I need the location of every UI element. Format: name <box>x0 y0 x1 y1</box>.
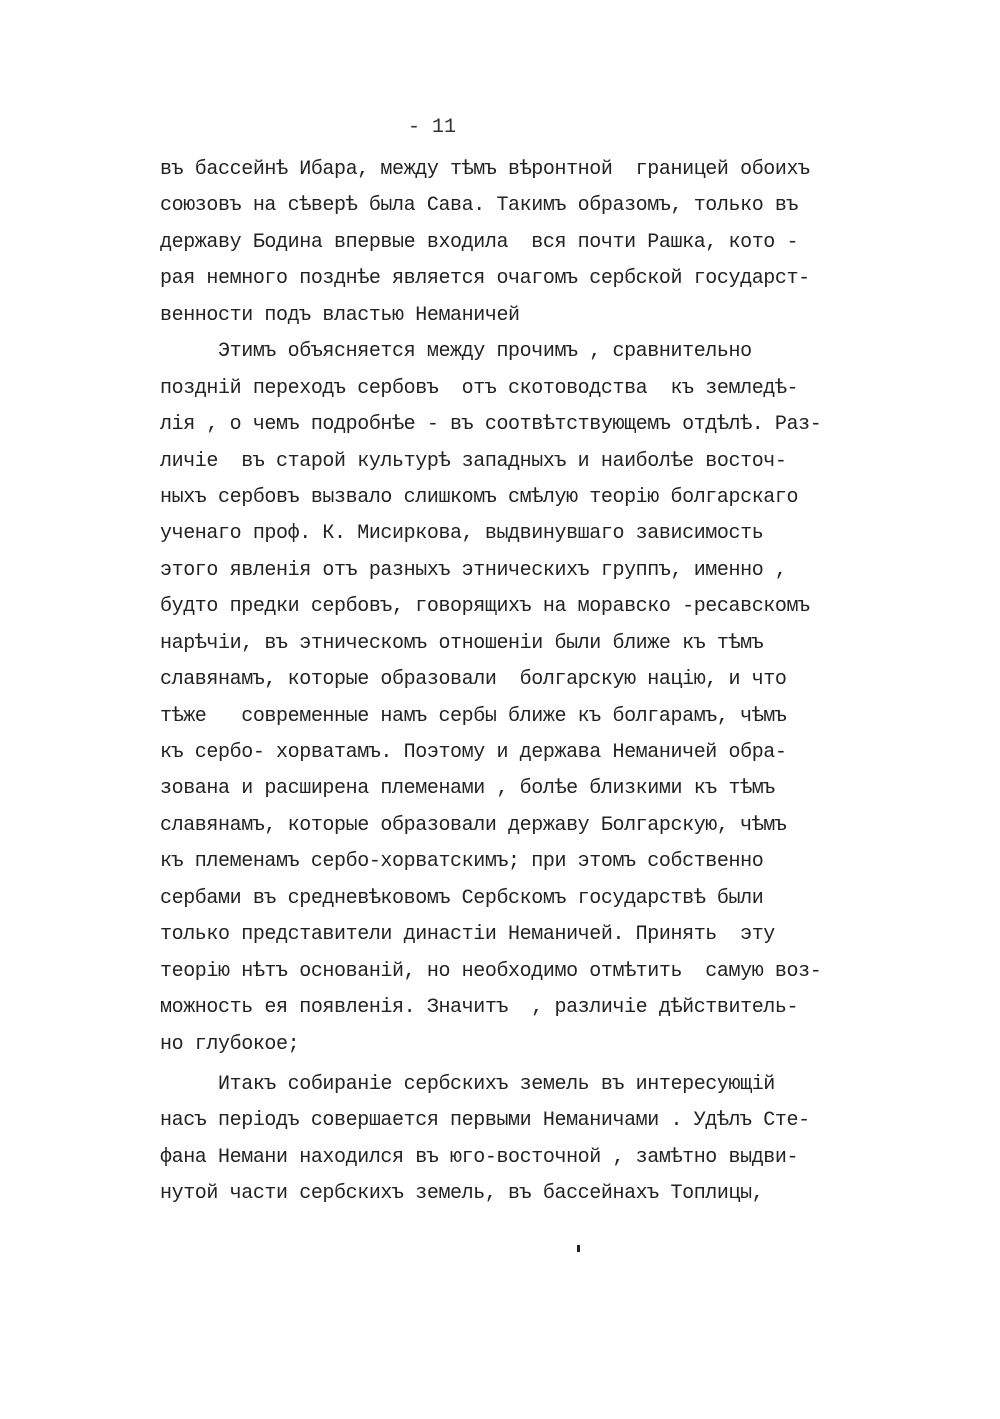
paragraph <box>160 152 860 334</box>
text-line: этого явленія отъ разныхъ этническихъ группъ, именно , <box>160 558 787 582</box>
paragraph <box>160 1067 860 1213</box>
text-line: фана Немани находился въ юго-восточной , замѣтно выдви- <box>160 1145 799 1169</box>
text-line: только представители династіи Неманичей. Принять эту <box>160 923 775 947</box>
text-line: личіе въ старой культурѣ западныхъ и наиболѣе восточ- <box>160 449 787 473</box>
text-line: славянамъ, которые образовали болгарскую націю, и что <box>160 668 787 692</box>
text-line: сербами въ средневѣковомъ Сербскомъ государствѣ были <box>160 886 764 910</box>
text-line: зована и расширена племенами , болѣе близкими къ тѣмъ <box>160 777 775 801</box>
text-line: союзовъ на сѣверѣ была Сава. Такимъ образомъ, только въ <box>160 194 799 218</box>
text-line: державу Бодина впервые входила вся почти Рашка, кото - <box>160 230 799 254</box>
text-line: ученаго проф. К. Мисиркова, выдвинувшаго зависимость <box>160 522 764 546</box>
ink-mark <box>577 1245 580 1252</box>
text-line: насъ періодъ совершается первыми Неманичами . Удѣлъ Сте- <box>160 1109 810 1133</box>
text-line: тѣже современные намъ сербы ближе къ болгарамъ, чѣмъ <box>160 704 787 728</box>
text-line: венности подъ властью Неманичей <box>160 303 520 327</box>
text-line: поздній переходъ сербовъ отъ скотоводства къ земледѣ- <box>160 376 799 400</box>
text-line: ныхъ сербовъ вызвало слишкомъ смѣлую теорію болгарскаго <box>160 485 799 509</box>
text-line: къ племенамъ сербо-хорватскимъ; при этомъ собственно <box>160 850 764 874</box>
text-line: къ сербо- хорватамъ. Поэтому и держава Неманичей обра- <box>160 741 787 764</box>
text-line: славянамъ, которые образовали державу Болгарскую, чѣмъ <box>160 813 787 837</box>
document-body <box>160 152 860 1213</box>
text-line: теорію нѣтъ основаній, но необходимо отмѣтить самую воз- <box>160 959 822 983</box>
text-line: рая немного позднѣе является очагомъ сербской государст- <box>160 267 810 291</box>
text-line: нутой части сербскихъ земель, въ бассейнахъ Топлицы, <box>160 1182 764 1206</box>
text-line: нарѣчіи, въ этническомъ отношеніи были ближе къ тѣмъ <box>160 631 764 655</box>
text-line: Итакъ собираніе сербскихъ земель въ интересующій <box>160 1072 775 1096</box>
paragraph <box>160 334 860 1063</box>
text-line: можность ея появленія. Значитъ , различіе дѣйствитель- <box>160 996 799 1020</box>
text-line: но глубокое; <box>160 1032 300 1056</box>
text-line: лія , о чемъ подробнѣе - въ соотвѣтствующемъ отдѣлѣ. Раз- <box>160 413 822 437</box>
text-line: будто предки сербовъ, говорящихъ на моравско -ресавскомъ <box>160 595 810 619</box>
text-line: Этимъ объясняется между прочимъ , сравнительно <box>160 340 752 364</box>
page-number: - 11 <box>408 116 457 139</box>
text-line: въ бассейнѣ Ибара, между тѣмъ вѣронтной границей обоихъ <box>160 158 810 181</box>
